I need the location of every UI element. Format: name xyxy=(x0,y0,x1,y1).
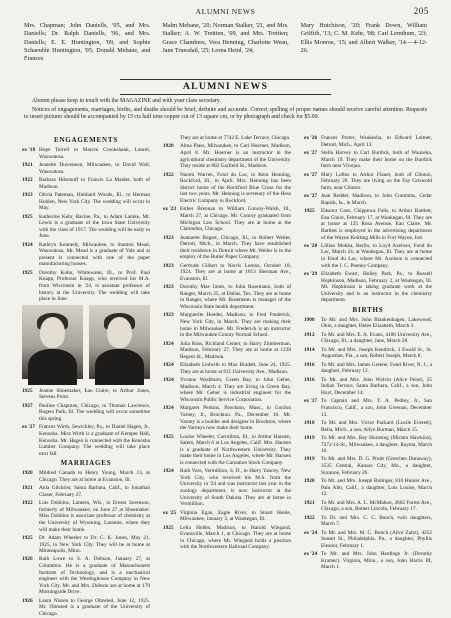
entry-year: 1925 xyxy=(304,208,315,215)
entry-year: ex '17 xyxy=(304,398,318,405)
news-entry xyxy=(304,243,432,269)
news-entry xyxy=(22,500,150,533)
births-heading: BIRTHS xyxy=(352,305,384,314)
entry-text: Gertrude Gilbert to Norris Lorenz, October 18, 1924. They are at home at 1013 Sherman Ave., Evanston, Ill. xyxy=(180,262,291,282)
news-entry xyxy=(22,388,150,401)
photo-king xyxy=(22,305,83,386)
news-entry xyxy=(304,347,432,360)
entry-year: 1924 xyxy=(163,405,174,412)
entry-text: To Mr. and Mrs. John Wolvin (Alice Pelot), 25 Indian Terrace, Santa Barbara, Calif., a son, John Hoyt, December 14. xyxy=(321,376,432,396)
entry-text: Lois Dobbins, Lantern, Wis., to Ernest Sorenson, formerly of Milwaukee, on June 27 at Shoemaker. Miss Dobbins is associate professor of chemistry at the University of Wyoming, Laramie, where they will make their home. xyxy=(39,500,150,533)
entry-text: Barbara Hilsenoff to Francis La Maider, both of Madison. xyxy=(39,176,150,190)
entry-year: 1925 xyxy=(22,269,33,276)
news-entry xyxy=(163,377,291,403)
entry-year: 1924 xyxy=(163,468,174,475)
entry-year: ex '23 xyxy=(163,206,177,213)
continued-column-1: Mrs. Chapman; John Daniells, '05, and Mrs. Daniells; Dr. Ralph Daniells, '96, and Mrs. Daniells; E. E. Huntington, '09, and Sophie Schaeuble Huntington, '05; Donald Mebane, and Frances xyxy=(24,22,151,63)
divider-bottom xyxy=(120,94,331,95)
entry-year: 1920 xyxy=(22,470,33,477)
entry-year: 1927 xyxy=(22,402,33,409)
news-entry xyxy=(304,398,432,418)
news-columns xyxy=(22,135,432,618)
intro-line-1: Alumni please keep in touch with the MAGAZINE and with your class secretary. xyxy=(32,98,221,104)
entry-year xyxy=(163,135,180,142)
entry-text: Elizabeth Ewart, Holley Park, Pa., to Russell Hopkinson, Madison, February 2, at Waukegan, Ill. Mr. Hopkinson is taking graduate work at the University and is an instructor in the chemistry department. xyxy=(321,271,432,304)
continued-column-3: Mary Hutchison, '20; Frank Down, William Griffith, '13; C. M. Kehr, '08; Carl Lemthum, '23; Ellis Monroe, '15; and Albert Walker, '14.—4-12-26. xyxy=(300,22,427,54)
entry-text: Yvonne Washburn, Green Bay, to John Geber, Madison, March 4. They are living in Green Bay, where Mr. Geber is industrial engineer for the Wisconsin Public Service Corporation. xyxy=(180,377,291,403)
entry-year: 1925 xyxy=(22,534,33,541)
entry-year: 1914 xyxy=(304,346,315,353)
entry-year: 1921 xyxy=(22,485,33,492)
entry-text: Louise Wheeler, Carrollton, Ill., to Arthur Hansen, Salem, March 6 at Los Angeles, Calif. Mrs. Hansen is a graduate of Northwestern University. They make their home in Los Angeles, where Mr. Hansen is connected with the Carnation Stock Company. xyxy=(180,433,291,466)
news-entry xyxy=(22,424,150,457)
news-entry xyxy=(304,135,432,148)
intro-line-2: Notices of engagements, marriages, births, and deaths should be brief, definite and accurate. Correct spelling of proper names should receive careful attention. Requests to insert pictures should be accompanied by 15 cts half tone copper cut of 13 square cm, or by photograph and check for $5.00. xyxy=(24,106,427,121)
news-entry xyxy=(163,510,291,523)
news-entry xyxy=(304,332,432,345)
entry-year: 1925 xyxy=(22,387,33,394)
entry-text: Ruth Lowe to S. A. Dobson, January 27, at Columbus. He is a graduate of Massachusetts Institute of Technology, and is a mechanical engineer with the Westinghouse Company in New York City. Mr. and Mrs. Dobson are at home at 170 Morningside Drive. xyxy=(39,556,150,596)
entry-text: Virginia Egan, Eagle River, to Stuart Heide, Milwaukee, January 3, at Waukegan, Ill. xyxy=(180,509,291,523)
running-head xyxy=(22,7,429,19)
entry-year: 1925 xyxy=(163,433,174,440)
news-entry xyxy=(22,598,150,618)
entry-text: Julia Ross, Richland Center, to Harry Zimmerman, Madison, February 27. They are at home at 1228 Regent St., Madison. xyxy=(180,340,291,360)
news-entry xyxy=(22,242,150,268)
entry-text: Hope Terrell to Marvin Crookshank, Laurel, Wauwatosa. xyxy=(39,147,150,160)
entry-text: Stella Harvey to Carl Burdick, both of Wauzeka, March 19. They make their home on the Burdick farm near Viroqua. xyxy=(321,149,432,170)
entry-year: 1924 xyxy=(163,377,174,384)
news-entry xyxy=(163,206,291,232)
entry-text: Jeanette Duweneon, Milwaukee, to David Wall, Wauwatosa. xyxy=(39,161,150,175)
news-entry xyxy=(304,172,432,192)
news-entry xyxy=(163,434,291,467)
entry-text: Naomi Warren, Fond du Lac, to Kent Henning, Rockford, Ill., in April. Mrs. Henning has been district home of the Rockford Blue Cross for the last two years. Mr. Henning is secretary of the Hess Electric Company in Rockford. xyxy=(180,171,291,204)
entry-year: 1919 xyxy=(304,434,315,441)
entry-text: To Mr. and Mrs. E. A. Evans, 4106 University Ave., Chicago, Ill., a daughter, Jane, March 28. xyxy=(321,331,432,345)
entry-year: ex '28 xyxy=(304,242,318,249)
entry-year: 1923 xyxy=(163,262,174,269)
entry-year: 1908 xyxy=(304,316,315,323)
news-entry xyxy=(304,456,432,476)
news-entry xyxy=(22,270,150,303)
entry-year: 1916 xyxy=(304,361,315,368)
news-entry xyxy=(304,208,432,241)
entry-text: Marguerite Hoeder, Madison, to Fred Frederick, New York City, in March. They are making their home in Milwaukee. Mr. Frederick is an instructor in the Milwaukee County Normal School. xyxy=(180,312,291,339)
entry-year: 1922 xyxy=(22,176,33,183)
news-entry xyxy=(22,485,150,498)
entry-year: ex '25 xyxy=(163,509,177,516)
news-entry xyxy=(304,478,432,498)
column-1 xyxy=(22,135,150,618)
news-entry xyxy=(304,362,432,375)
news-entry xyxy=(163,405,291,431)
entry-text: To Mr. and Mrs. D. G. Pruitt (Gretchen Dunaway), 3535 Central, Kansas City, Mo., a daughter, Suzanne, February 26. xyxy=(321,456,432,476)
entry-text: They are at home at 7742 E. Lake Terrace, Chicago. xyxy=(180,135,291,141)
entry-year: 1925 xyxy=(163,524,174,531)
entry-year: ex '26 xyxy=(304,135,318,141)
entry-text: To Mr. and Mrs. James Greene, Fond River, N. J., a daughter, February 12. xyxy=(321,361,432,375)
entry-year: 1921 xyxy=(22,161,33,168)
entry-text: Margaret Perkins, Brockton, Mass., to Gordon Varney, Jr., Brockton. Pa., December 16. Mr. Varney is a builder and designer in Brockton, where the Varneys now make their home. xyxy=(180,405,291,432)
news-entry xyxy=(163,284,291,310)
running-title: ALUMNI NEWS xyxy=(195,7,256,16)
entry-text: Frances Wirth, Sewickley, Pa., to Daniel Hagen, Jr., Kenosha. Miss Wirth is a graduate of Kemper Hall, Kenosha. Mr. Hagen is connected with the Kenosha Lumber Company. The wedding will take place next fall. xyxy=(39,424,150,457)
entry-text: To Mr. and Mrs. John Hardinge Jr. (Dorothy Kramer), Virginia, Minn., a son, John Harris III, March 1. xyxy=(321,551,432,571)
entry-year: 1926 xyxy=(22,556,33,563)
entry-text: Laura Nissen to George Olmsted, June 12, 1925. Mr. Olmsted is a graduate of the University of Chicago. xyxy=(39,597,150,618)
engagements-list-continued xyxy=(22,388,150,458)
engagements-heading: ENGAGEMENTS xyxy=(53,136,119,144)
news-entry xyxy=(22,192,150,212)
entry-year: ex '27 xyxy=(304,171,318,178)
entry-year: 1924 xyxy=(163,362,174,369)
entry-year: ex '27 xyxy=(304,149,318,156)
marriages-heading: MARRIAGES xyxy=(60,459,112,468)
continued-column-2: Malm Mebane, '20; Norman Stalker, '21, and Mrs. Stalker; A. W. Trettien, '09, and Mrs. Trettien; Grace Chambers, Vera Henning, Charlotte Wean, Jane Truesdail, '25; Lorna Heinl, '24; xyxy=(162,22,289,54)
entry-text: To Mr. and Mrs. Joseph Bolinger, 816 Hunter Ave., Palo Alto, Calif., a daughter, Lois Louise, March 12. xyxy=(321,478,432,498)
entry-year: 1920 xyxy=(304,478,315,485)
entry-text: To Mr. and Mrs. John Blankenhagen, Lakewood, Ohio, a daughter, Helen Elizabeth, March 3. xyxy=(321,316,432,330)
entry-text: Esther Brennan to William Conroy-Walsh, Ill., March 27, at Chicago. Mr. Conroy graduated from Michigan Law School. They are at home at the Clarendon, Chicago. xyxy=(180,206,291,233)
entry-year: 1923 xyxy=(163,284,174,291)
entry-year: ex '27 xyxy=(304,193,318,200)
entry-year: 1921 xyxy=(304,499,315,506)
news-entry xyxy=(304,420,432,433)
entry-year: ex '24 xyxy=(304,551,318,558)
entry-text: Kathryn Kennedy, Milwaukee, to Stanton Mead, Wauwatosa, Mr. Mead is a graduate of Yale and at present is connected with one of the paper manufacturing houses. xyxy=(39,241,150,268)
entry-text: Mary Loftus to Arthur Flauer, both of Clinton, February 20. They are living on the Fay Griswold farm, near Clinton. xyxy=(321,171,432,191)
entry-year: 1916 xyxy=(304,376,315,383)
entry-year: 1919 xyxy=(304,456,315,463)
news-entry xyxy=(304,271,432,304)
entry-year: 1920 xyxy=(163,143,174,150)
entry-year: 1922 xyxy=(304,514,315,521)
news-entry xyxy=(304,150,432,170)
news-entry xyxy=(163,525,291,551)
intro-notice xyxy=(24,98,427,123)
news-entry xyxy=(304,515,432,528)
news-entry xyxy=(22,403,150,423)
news-entry xyxy=(22,556,150,596)
news-entry xyxy=(163,341,291,361)
news-entry xyxy=(304,530,432,550)
news-entry xyxy=(163,235,291,261)
section-title: ALUMNI NEWS xyxy=(182,81,269,92)
news-entry xyxy=(163,263,291,283)
entry-text: Pauline Chapman, Chicago, to Thomas Lawrence, Rogers Park, Ill. The wedding will occur sometime this spring. xyxy=(39,402,150,423)
news-entry xyxy=(304,377,432,397)
entry-text: Ruth Voss, Vermillion, S. D., to Harry Yancey, New York City, who received his M.S. from the University in '24 and was instructor last year in the zoology department, is now instructor at the University of South Dakota. They are at home in Vermillion. xyxy=(180,468,291,508)
news-entry xyxy=(22,535,150,555)
entry-text: Lillian Mokka, Berlin, to Loyd Axelson, Fond du Lac, March 24, at Waukegan, Ill. They are at home in Fond du Lac, where Mr. Axelson is connected with the J. C. Penney Company. xyxy=(321,242,432,269)
entry-year: 1924 xyxy=(22,241,33,248)
entry-year: 1924 xyxy=(163,340,174,347)
news-entry xyxy=(163,362,291,375)
entry-year: 1922 xyxy=(163,171,174,178)
column-3 xyxy=(304,135,432,595)
engagements-list xyxy=(22,147,150,303)
entry-year: 1925 xyxy=(22,213,33,220)
entry-text: Dorothy Mae Jones, to John Rosemann, both of Ranger, March 25, at Dallas, Tex. They are at home in Ranger, where Mr. Rosemann is manager of the Wisconsin State health department. xyxy=(180,284,291,311)
news-entry xyxy=(304,317,432,330)
entry-text: To Captain and Mrs. T. A. Pedley, Jr., San Francisco, Calif., a son, John Greenan, December 13. xyxy=(321,398,432,418)
entry-text: Frances Porter, Waukesha, to Edward Leitner, Detroit, Mich., April 13. xyxy=(321,135,432,148)
entry-text: Dorothy Kuhn, Whitewater, Ill., to Prof. Paul Knapp, Professor Knapp, who received his M.A. from Wisconsin in '24, is assistant professor of history at the University. The wedding will take place in June. xyxy=(39,269,150,303)
entry-text: Aida Gilchrist, Santa Barbara, Calif., to Jonathan Glaser, February 27. xyxy=(39,485,150,498)
continued-text xyxy=(24,22,427,63)
entry-text: To Mr. and Mrs. Ray Hornsing (Miriam Hawkins), 7272-14-St., Milwaukee, a daughter, Rayma, March 16. xyxy=(321,434,432,455)
news-entry xyxy=(163,135,291,142)
entry-text: Dr. Adam Wheeler to Dr. C. K. Jones, May 21, 1925, in New York City. They will be at home at Minneapolis, Minn. xyxy=(39,534,150,555)
photo-shoemaker xyxy=(89,305,150,386)
marriages-list xyxy=(22,470,150,617)
entry-year: 1926 xyxy=(22,597,33,604)
news-entry xyxy=(22,177,150,190)
entry-text: To Mr. and Mrs. M. C. Bunch (Alice Zaitz), 4252 Sunset St., Philadelphia, Pa., a daughter, Phyllis Eleanor, February 1. xyxy=(321,529,432,549)
entry-text: Mildred Canada to Henry Young, March 13, at Chicago. They are at home at Evanston, Ill. xyxy=(39,470,150,483)
portrait-image xyxy=(89,305,150,379)
entry-text: Jeanne Shoemaker, Eau Claire, to Arthur Jones, Stevens Point. xyxy=(39,387,150,401)
entry-text: Alma Plass, Milwaukee, to Carl Hoerner, Madison, April 8. Mr. Hoerner is an instructor in the agricultural chemistry department of the University. They reside at 802 Garfield St., Madison. xyxy=(180,143,291,170)
divider-top xyxy=(120,79,331,80)
column-2 xyxy=(163,135,291,595)
news-entry xyxy=(22,162,150,175)
entry-year: ex '18 xyxy=(22,147,36,153)
marriages-and-births-list xyxy=(304,135,432,571)
news-entry xyxy=(22,470,150,483)
news-entry xyxy=(304,193,432,206)
entry-text: Olivia Pateman, Hubbard Woods, Ill., to Herman Hohlen, New York City. The wedding will occur in May. xyxy=(39,191,150,212)
entry-year: 1923 xyxy=(22,191,33,198)
marriages-list-continued xyxy=(163,135,291,551)
entry-text: Lelia Hobbs, Madison, to Harold Wiegand, Evansville, March 1, at Chicago. They are at home in Chicago, where Mr. Wiegand holds a position with the Northwestern Railroad Company. xyxy=(180,524,291,551)
entry-year: 1923 xyxy=(163,312,174,319)
entry-text: Katherine Kehr, Racine, Pa., to Adam Lamke, Mt. Lewis is a graduate of the Iowa State University with the class of 1917. The wedding will be early in June. xyxy=(39,213,150,240)
news-entry xyxy=(304,435,432,455)
photo-row xyxy=(22,305,150,386)
entry-year: 1923 xyxy=(163,234,174,241)
entry-text: Elizabeth Ledwith to Max Bradett, June 24, 1925. They are at home at 611 University Ave., Madison. xyxy=(180,362,291,375)
news-entry xyxy=(163,172,291,205)
entry-year: ex '29 xyxy=(304,271,318,278)
news-entry xyxy=(163,312,291,338)
entry-year: ex '27 xyxy=(22,424,36,431)
entry-text: Jean Reddel, Madison, to John Cummins, Cedar Rapids, Ia., in March. xyxy=(321,193,432,206)
entry-text: To Mr. and Mrs. Joseph Kendrick, 3 Ewald St., St. Augustine, Fla., a son, Robert Joseph, March 8. xyxy=(321,346,432,360)
news-entry xyxy=(163,468,291,508)
entry-text: Eleanor Coss, Chippewa Falls, to Arthur Bartlett, Eau Claire, February 17, at Waukegan, Ill. They are at home at 125 Rosa Avenue, Eau Claire. Mr. Bartlett is employed in the advertising department of the Wayne Knitting Mills in Fort Wayne, Ind. xyxy=(321,208,432,241)
news-entry xyxy=(304,500,432,513)
entry-text: Jeannette Bogart, Chicago, Ill., to Robert Weiler, Detroit, Mich., in March. They have established their residence in Detroit where Mr. Weiler is in the employ of the Butler Paper Company. xyxy=(180,234,291,261)
entry-year: 1912 xyxy=(304,331,315,338)
entry-text: To Dr. and Mrs. C. C. Bunch, twin daughters, March 7. xyxy=(321,514,432,528)
portrait-image xyxy=(22,305,83,379)
page-number: 205 xyxy=(413,6,429,16)
news-entry xyxy=(163,143,291,169)
entry-text: To Mr. and Mrs. A. L. McMahon, 3602 Forest Ave., Chicago, a son, Robert Lincoln, February 17. xyxy=(321,499,432,513)
entry-year: ex '24 xyxy=(304,529,318,536)
news-entry xyxy=(22,214,150,240)
news-entry xyxy=(304,551,432,571)
entry-year: 1918 xyxy=(304,419,315,426)
entry-text: To Mr. and Mrs. Victor Packard (Lucile Everett), Bella, Mich., a son, Allyn Burman, March 15. xyxy=(321,419,432,433)
news-entry xyxy=(22,147,150,160)
entry-year: 1922 xyxy=(22,500,33,507)
